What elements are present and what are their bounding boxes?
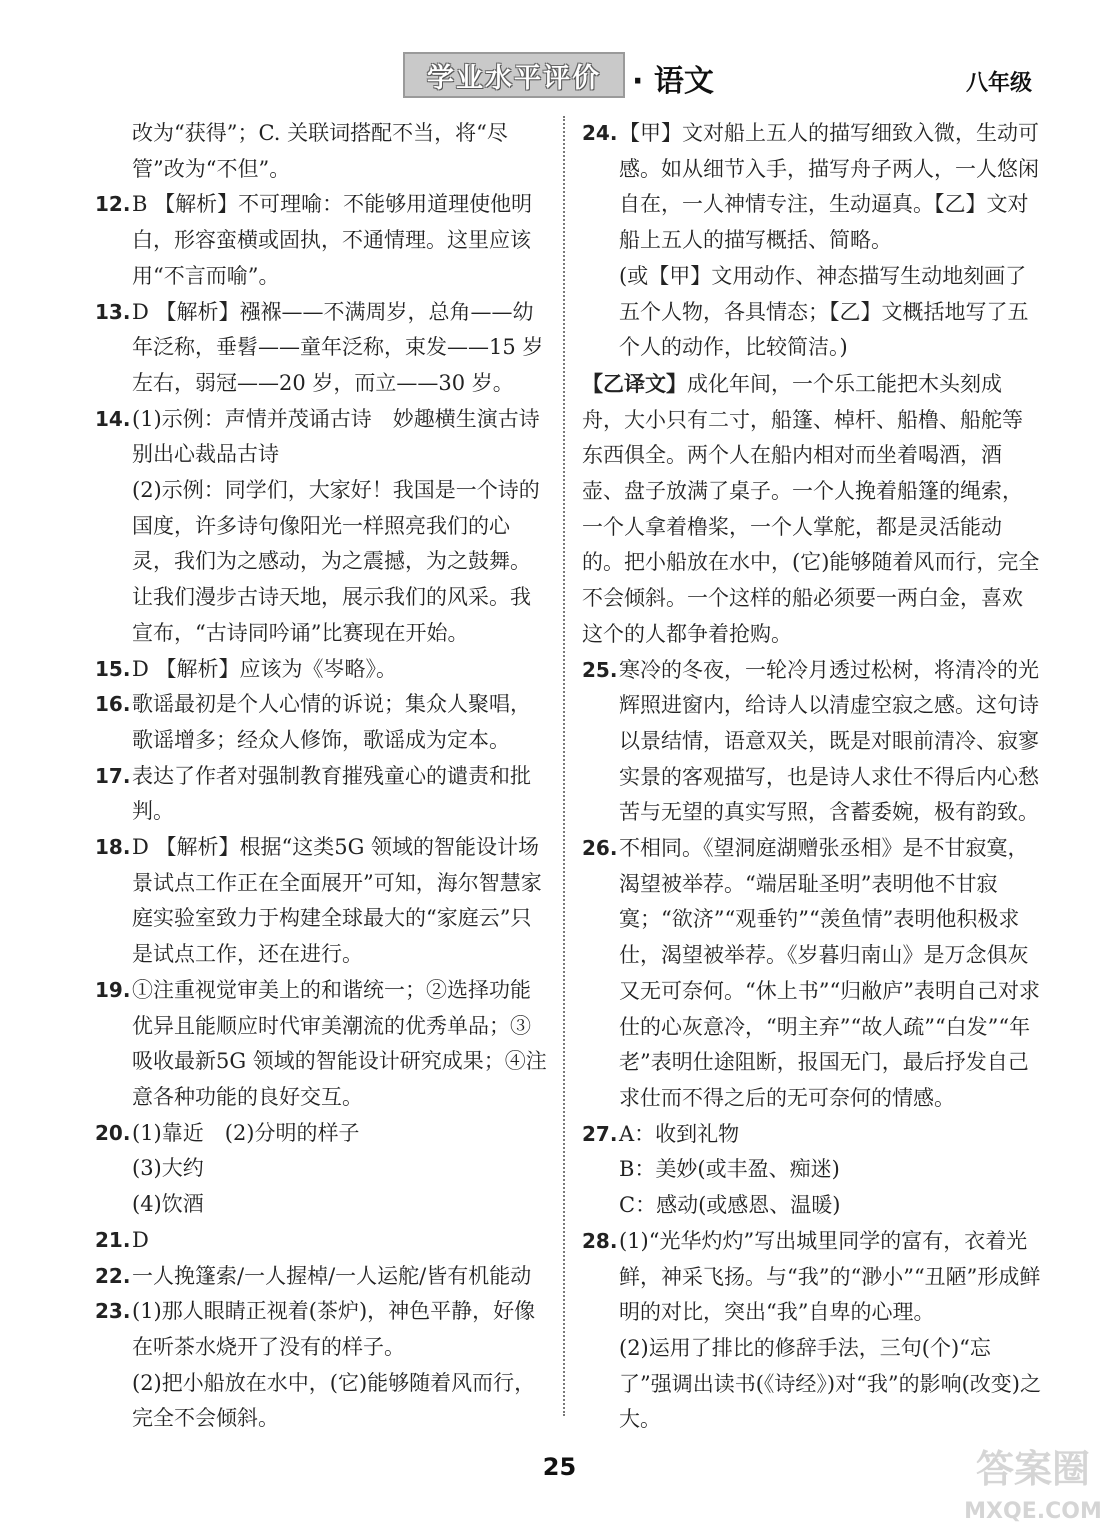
answer-text: (或【甲】文用动作、神态描写生动地刻画了五个人物，各具情态；【乙】文概括地写了五个人的动作，比较简洁。): [619, 263, 1029, 360]
answer-number: 15.: [95, 656, 131, 681]
answer-text: (1)靠近 (2)分明的样子: [132, 1120, 360, 1145]
translation: [582, 366, 1042, 653]
answer-number: 13.: [95, 299, 131, 324]
answer-number: 16.: [95, 692, 131, 717]
answer-text: (3)大约: [132, 1156, 204, 1181]
answer-text: (1)那人眼睛正视着(茶炉)，神色平静，好像在听茶水烧开了没有的样子。: [132, 1299, 536, 1359]
answer-number: 21.: [95, 1227, 131, 1252]
answer-text: 【甲】文对船上五人的描写细致入微，生动可感。如从细节入手，描写舟子两人，一人悠闲自在，一人神情专注，生动逼真。【乙】文对船上五人的描写概括、简略。: [619, 121, 1039, 253]
answer-number: 18.: [95, 835, 131, 860]
answer-text: 不相同。《望洞庭湖赠张丞相》是不甘寂寞，渴望被举荐。“端居耻圣明”表明他不甘寂寞；“欲济”“观垂钓”“羡鱼情”表明他积极求仕，渴望被举荐。《岁暮归南山》是万念俱灰又无可奈何。“休上书”“归敝庐”表明自己对求仕的心灰意冷，“明主弃”“故人疏”“白发”“年老”表明仕途阻断，报国无门，最后抒发自己求仕而不得之后的无可奈何的情感。: [619, 836, 1040, 1110]
answer-number: 20.: [95, 1120, 131, 1145]
answer-18: [95, 830, 547, 973]
answer-text: B 【解析】不可理喻：不能够用道理使他明白，形容蛮横或固执，不通情理。这里应该用“不言而喻”。: [132, 192, 533, 288]
answer-text: D 【解析】根据“这类5G 领域的智能设计场景试点工作正在全面展开”可知，海尔智慧家庭实验室致力于构建全球最大的“家庭云”只是试点工作，还在进行。: [132, 835, 542, 967]
answer-number: 12.: [95, 192, 131, 217]
watermark-url: MXQE.COM: [964, 1499, 1102, 1524]
answer-text: (2)运用了排比的修辞手法，三句(个)“忘了”强调出读书(《诗经》)对“我”的影响(改变)之大。: [619, 1335, 1041, 1432]
book-title: 学业水平评价: [403, 52, 625, 98]
answer-25: [582, 653, 1042, 832]
answer-17: [95, 759, 547, 830]
answer-text: 歌谣最初是个人心情的诉说；集众人聚唱，歌谣增多；经众人修饰，歌谣成为定本。: [132, 692, 531, 752]
answer-number: 24.: [582, 121, 618, 145]
answer-text: (2)把小船放在水中，(它)能够随着风而行，完全不会倾斜。: [132, 1370, 536, 1431]
answer-text: ①注重视觉审美上的和谐统一；②选择功能优异且能顺应时代审美潮流的优秀单品；③吸收最新5G 领域的智能设计研究成果；④注意各种功能的良好交互。: [132, 977, 547, 1109]
answer-text: A：收到礼物: [619, 1121, 740, 1146]
column-divider: [563, 116, 565, 1416]
left-column: [95, 116, 561, 1437]
answer-number: 27.: [582, 1121, 618, 1146]
answer-19: [95, 973, 547, 1116]
answer-13: [95, 295, 547, 402]
answer-number: 23.: [95, 1299, 131, 1324]
answer-20: [95, 1116, 547, 1223]
translation-text: 成化年间，一个乐工能把木头刻成舟，大小只有二寸，船篷、棹杆、船橹、船舵等东西俱全。两个人在船内相对而坐着喝酒，酒壶、盘子放满了桌子。一个人挽着船篷的绳索，一个人拿着橹桨，一个人掌舵，都是灵活能动的。把小船放在水中，(它)能够随着风而行，完全不会倾斜。一个这样的船必须要一两白金，喜欢这个的人都争着抢购。: [582, 371, 1040, 646]
answer-text: D: [132, 1227, 149, 1252]
answer-21: [95, 1223, 547, 1259]
answer-28: [582, 1224, 1042, 1438]
answer-16: [95, 687, 547, 758]
answer-number: 25.: [582, 657, 618, 682]
answer-text: 表达了作者对强制教育摧残童心的谴责和批判。: [132, 763, 531, 824]
answer-22: [95, 1259, 547, 1295]
continued-answer: 改为“获得”；C. 关联词搭配不当，将“尽管”改为“不但”。: [132, 121, 508, 181]
answer-23: [95, 1294, 547, 1437]
answer-text: 寒冷的冬夜，一轮冷月透过松树，将清冷的光辉照进窗内，给诗人以清虚空寂之感。这句诗以景结情，语意双关，既是对眼前清冷、寂寥实景的客观描写，也是诗人求仕不得后内心愁苦与无望的真实写照，含蓄委婉，极有韵致。: [619, 657, 1039, 825]
answer-text: D 【解析】应该为《岑略》。: [132, 656, 398, 681]
watermark-logo: [958, 1430, 1108, 1530]
answer-text: (4)饮酒: [132, 1192, 204, 1217]
answer-number: 19.: [95, 977, 131, 1002]
answer-number: 26.: [582, 836, 618, 861]
subject-label: · 语文: [632, 64, 714, 99]
answer-text: 一人挽篷索/一人握棹/一人运舵/皆有机能动: [132, 1263, 532, 1288]
answer-26: [582, 831, 1042, 1117]
answer-24: [582, 116, 1042, 366]
page-number: 25: [542, 1453, 577, 1481]
answer-number: 17.: [95, 763, 131, 788]
answer-number: 14.: [95, 406, 131, 431]
answer-15: [95, 652, 547, 688]
page-header: [0, 52, 1119, 102]
translation-label: 【乙译文】: [582, 370, 687, 396]
answer-text: B：美妙(或丰盈、痴迷): [619, 1157, 840, 1182]
watermark-text: 答案圈: [975, 1447, 1091, 1491]
answer-text: (1)“光华灼灼”写出城里同学的富有，衣着光鲜，神采飞扬。与“我”的“渺小”“丑陋”形成鲜明的对比，突出“我”自卑的心理。: [619, 1228, 1041, 1325]
answer-14: [95, 402, 561, 652]
answer-text: C：感动(或感恩、温暖): [619, 1193, 841, 1218]
answer-text: (1)示例：声情并茂诵古诗 妙趣横生演古诗 别出心裁品古诗: [132, 406, 561, 467]
answer-number: 22.: [95, 1263, 131, 1288]
grade-label: 八年级: [966, 71, 1033, 96]
right-column: [582, 116, 1042, 1438]
answer-number: 28.: [582, 1228, 618, 1253]
answer-text: D 【解析】襁褓——不满周岁，总角——幼年泛称，垂髫——童年泛称，束发——15 岁左右，弱冠——20 岁，而立——30 岁。: [132, 299, 544, 395]
answer-12: [95, 187, 547, 294]
answer-text: (2)示例：同学们，大家好！我国是一个诗的国度，许多诗句像阳光一样照亮我们的心灵，我们为之感动，为之震撼，为之鼓舞。让我们漫步古诗天地，展示我们的风采。我宣布，“古诗同吟诵”比赛现在开始。: [132, 478, 540, 645]
answer-27: [582, 1117, 1042, 1224]
